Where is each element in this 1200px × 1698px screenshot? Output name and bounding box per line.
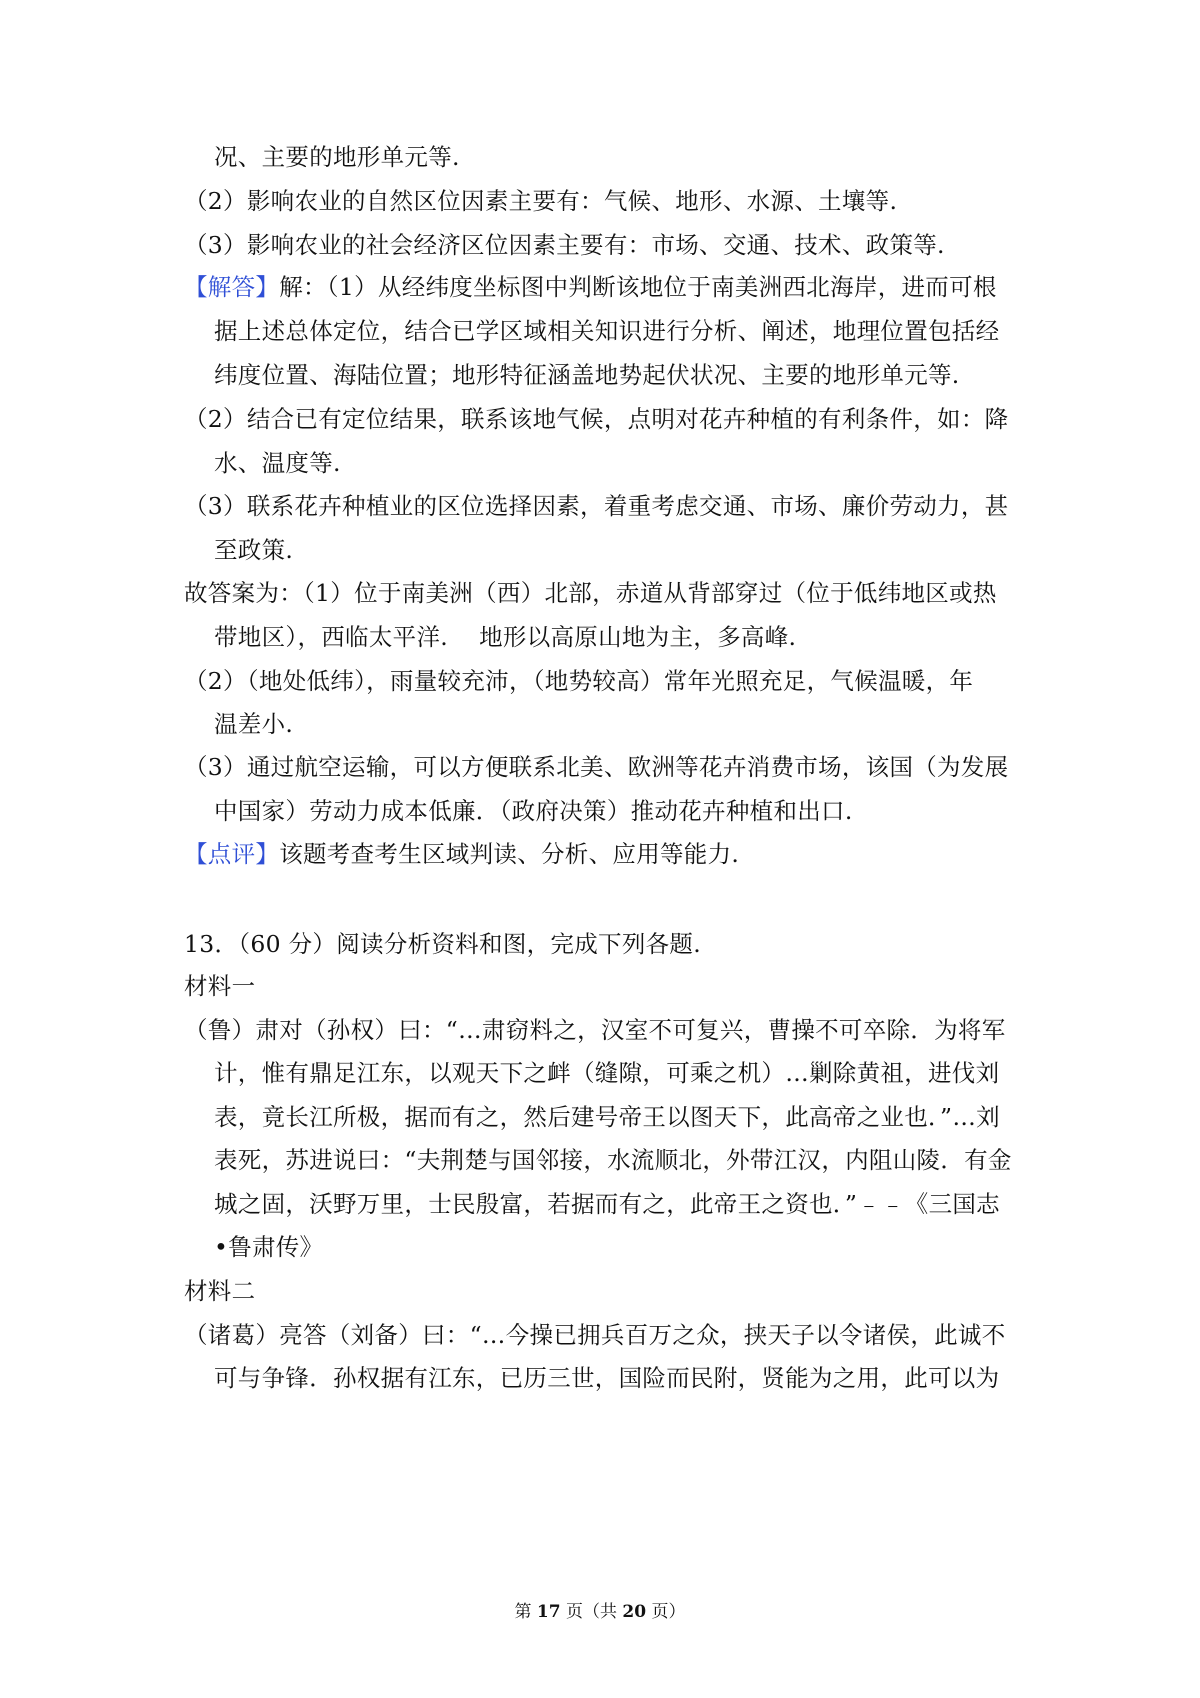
solution-line-4: （2）结合已有定位结果，联系该地气候，点明对花卉种植的有利条件，如：降 [184,405,1009,433]
material-2-line-2: 可与争锋．孙权据有江东，已历三世，国险而民附，贤能为之用，此可以为 [214,1364,1000,1392]
answer-line-2: 带地区），西临太平洋. 地形以高原山地为主，多高峰. [214,623,797,651]
analysis-line-3: （3）影响农业的社会经济区位因素主要有：市场、交通、技术、政策等. [184,231,945,259]
material-1-title: 材料一 [184,972,256,1000]
footer-mid: 页（共 [566,1602,617,1622]
footer-suffix: 页） [651,1602,686,1622]
footer-prefix: 第 [514,1602,532,1622]
answer-line-4: 温差小. [214,710,294,738]
solution-line-2: 据上述总体定位，结合已学区域相关知识进行分析、阐述，地理位置包括经 [214,317,1000,345]
material-1-line-3: 表，竟长江所极，据而有之，然后建号帝王以图天下，此高帝之业也．”…刘 [214,1103,1000,1131]
material-1-line-2: 计，惟有鼎足江东，以观天下之衅（缝隙，可乘之机）…剿除黄祖，进伐刘 [214,1059,1000,1087]
material-1-line-1: （鲁）肃对（孙权）曰：“…肃窃料之，汉室不可复兴，曹操不可卒除．为将军 [184,1016,1006,1044]
footer-page-number: 17 [536,1602,561,1622]
comment-text: 该题考查考生区域判读、分析、应用等能力. [279,840,740,868]
material-2-line-1: （诸葛）亮答（刘备）曰：“…今操已拥兵百万之众，挟天子以令诸侯，此诚不 [184,1321,1006,1349]
material-1-line-4: 表死，苏进说曰：“夫荆楚与国邻接，水流顺北，外带江汉，内阻山陵．有金 [214,1146,1012,1174]
material-2-title: 材料二 [184,1277,256,1305]
solution-line-1 [184,272,997,302]
material-1-line-5: 城之固，沃野万里，士民殷富，若据而有之，此帝王之资也．”﹣﹣《三国志 [214,1190,1000,1218]
material-1-line-6: •鲁肃传》 [214,1233,324,1261]
solution-line-5: 水、温度等. [214,449,341,477]
answer-line-3: （2）（地处低纬），雨量较充沛，（地势较高）常年光照充足，气候温暖，年 [184,667,974,695]
solution-line-7: 至政策. [214,536,294,564]
page-footer [0,1600,1200,1624]
answer-line-1: 故答案为：（1）位于南美洲（西）北部，赤道从背部穿过（位于低纬地区或热 [184,579,997,607]
question-13-header: 13．（60 分）阅读分析资料和图，完成下列各题. [184,930,701,958]
comment-line [184,839,739,869]
solution-tag: 【解答】 [184,273,280,301]
solution-text: 解：（1）从经纬度坐标图中判断该地位于南美洲西北海岸，进而可根 [279,273,997,301]
footer-total-pages: 20 [622,1602,647,1622]
solution-line-3: 纬度位置、海陆位置；地形特征涵盖地势起伏状况、主要的地形单元等. [214,361,960,389]
answer-line-6: 中国家）劳动力成本低廉．（政府决策）推动花卉种植和出口. [214,797,853,825]
solution-line-6: （3）联系花卉种植业的区位选择因素，着重考虑交通、市场、廉价劳动力，甚 [184,492,1009,520]
answer-line-5: （3）通过航空运输，可以方便联系北美、欧洲等花卉消费市场，该国（为发展 [184,753,1009,781]
analysis-line-2: （2）影响农业的自然区位因素主要有：气候、地形、水源、土壤等. [184,187,898,215]
analysis-line-1: 况、主要的地形单元等. [214,143,460,171]
comment-tag: 【点评】 [184,840,280,868]
